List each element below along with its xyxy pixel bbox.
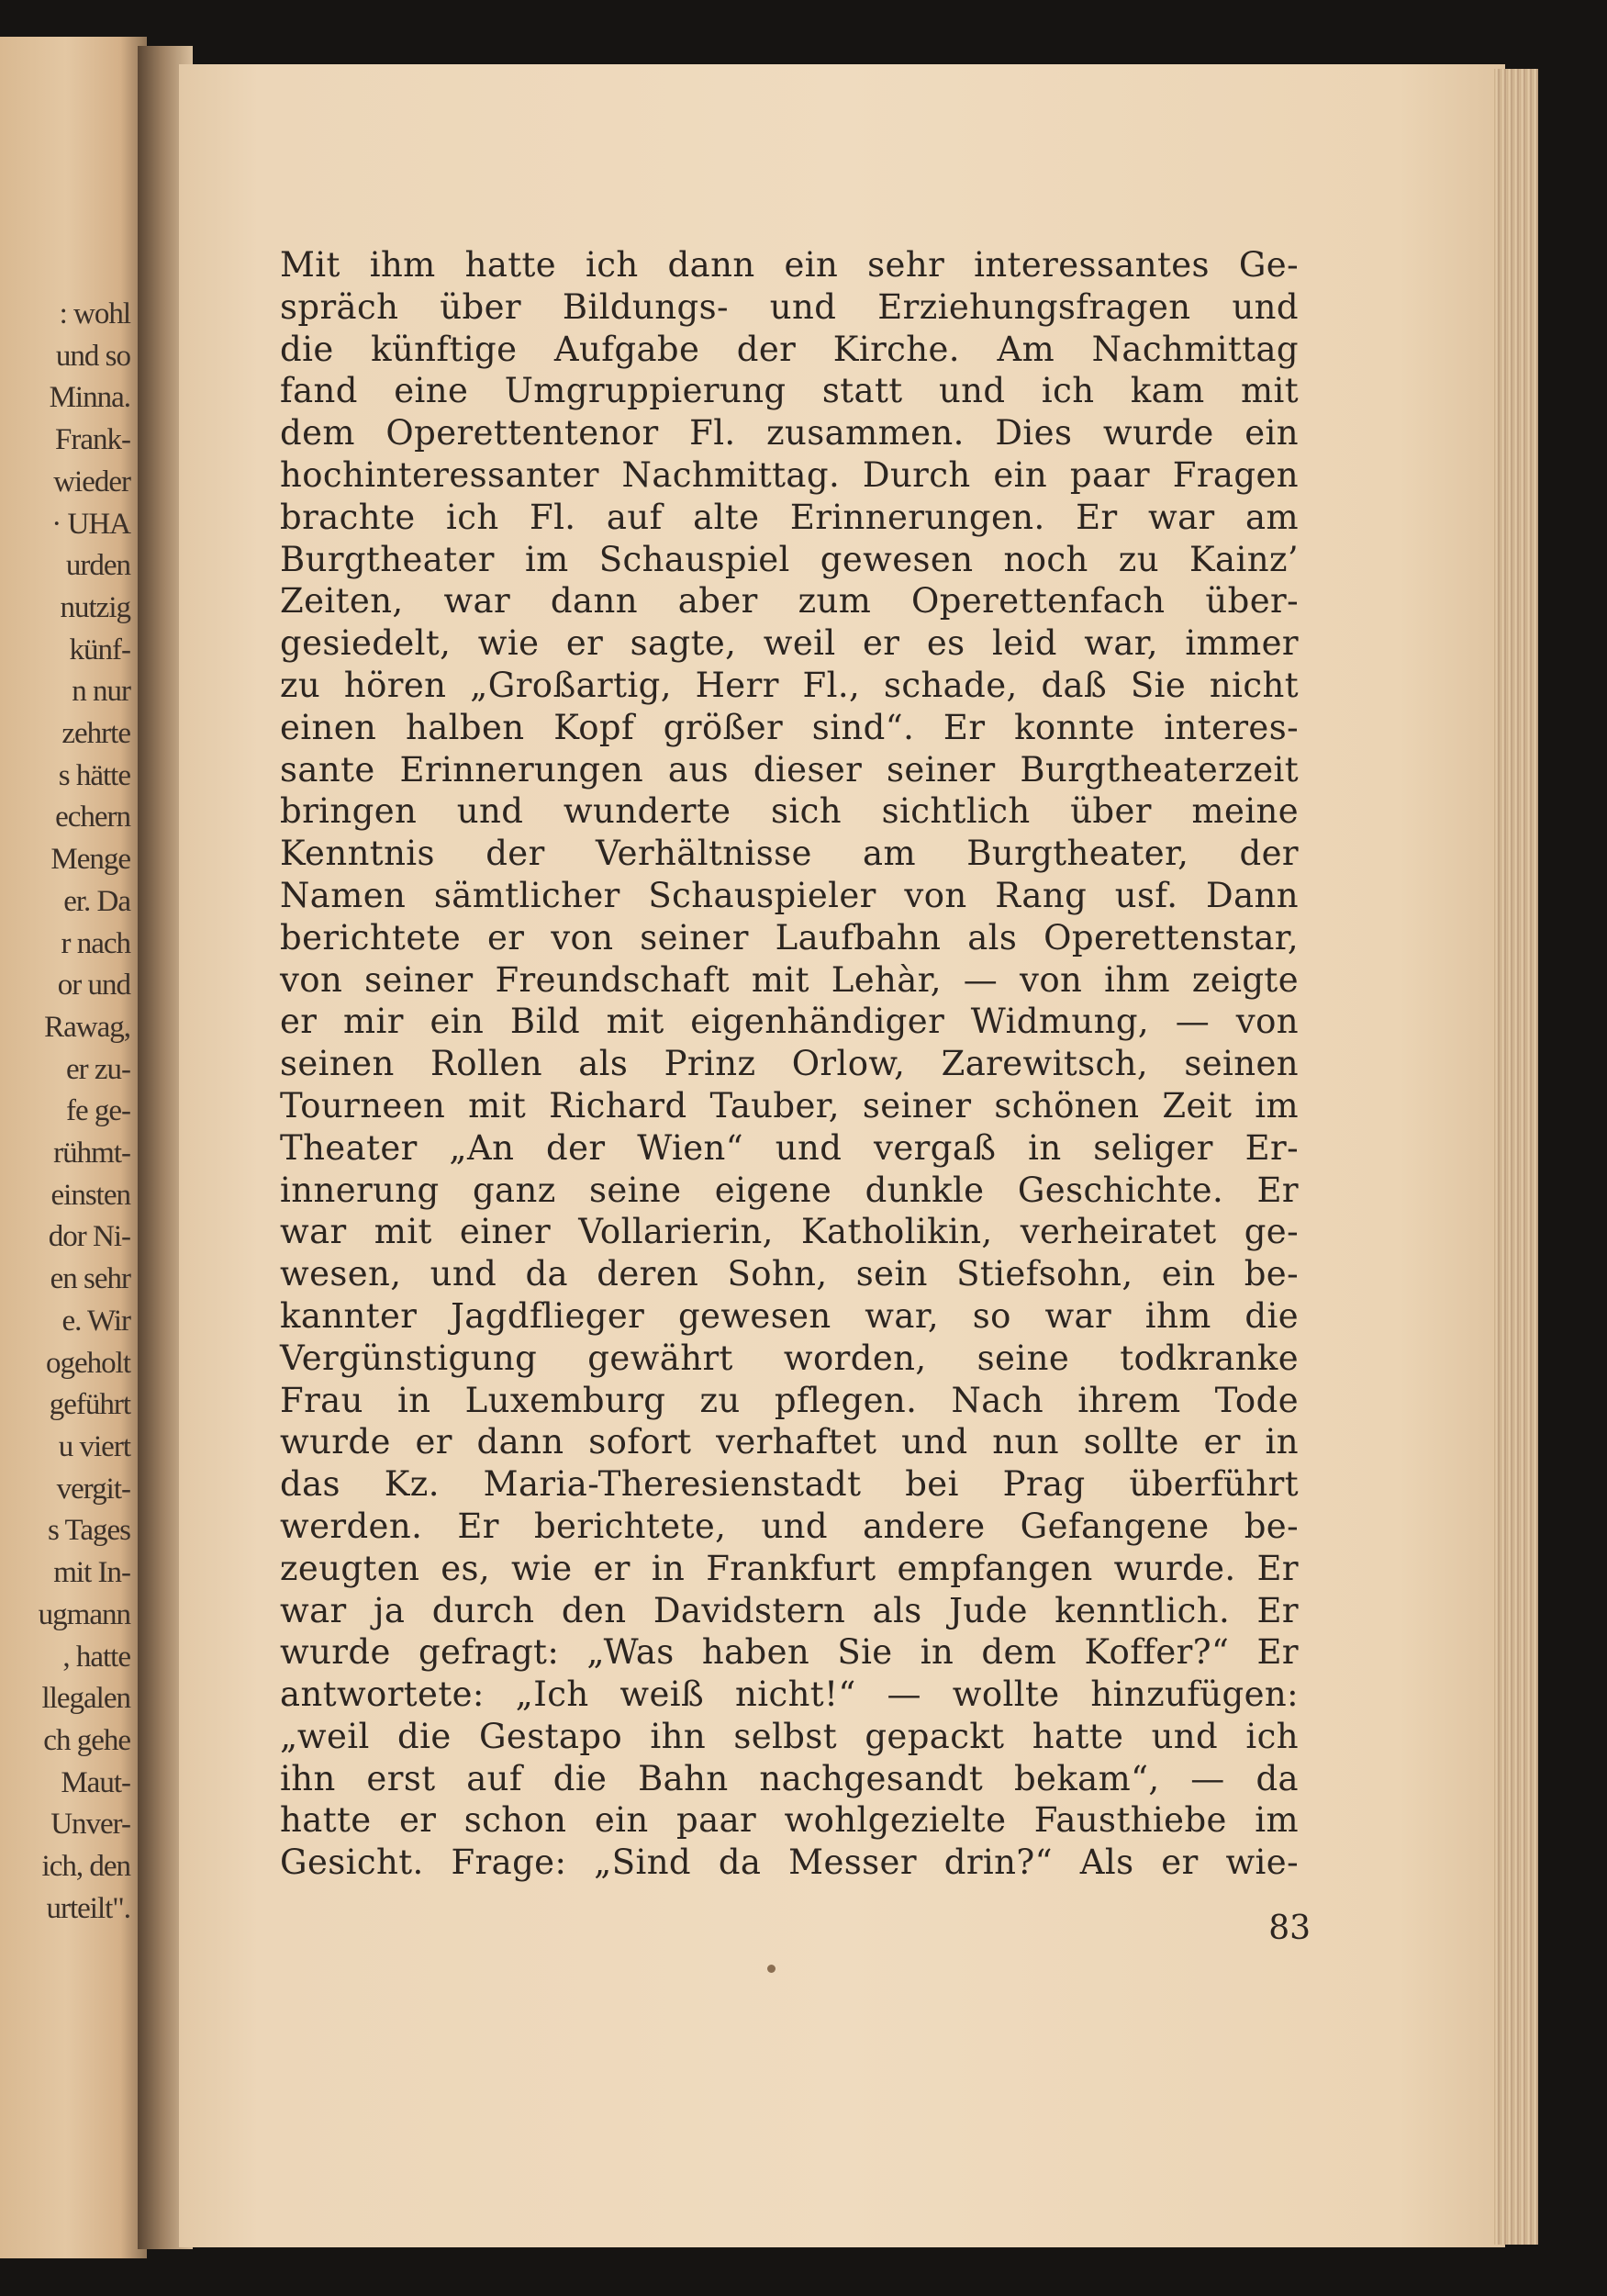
left-text-fragment: fe ge-	[65, 1094, 130, 1128]
text-line: Vergünstigung gewährt worden, seine todkranke	[280, 1338, 1299, 1378]
left-text-fragment: Rawag,	[44, 1010, 130, 1044]
left-text-fragment: vergit-	[56, 1472, 130, 1506]
left-text-fragment: Minna.	[49, 381, 130, 415]
text-line: er mir ein Bild mit eigenhändiger Widmung, — von	[280, 1002, 1299, 1042]
text-line: Frau in Luxemburg zu pflegen. Nach ihrem Tode	[280, 1380, 1299, 1420]
left-text-fragment: mit In-	[53, 1556, 130, 1590]
text-line: Mit ihm hatte ich dann ein sehr interessantes Ge-	[280, 245, 1299, 285]
text-line: fand eine Umgruppierung statt und ich kam mit	[280, 371, 1299, 411]
text-line: zeugten es, wie er in Frankfurt empfangen wurde. Er	[280, 1548, 1299, 1588]
text-line: dem Operettentenor Fl. zusammen. Dies wurde ein	[280, 413, 1299, 454]
left-text-fragment: er. Da	[63, 884, 130, 918]
left-text-fragment: · UHA	[51, 507, 130, 541]
left-text-fragment: u viert	[58, 1429, 130, 1463]
text-line: „weil die Gestapo ihn selbst gepackt hatte und ich	[280, 1716, 1299, 1756]
text-line: von seiner Freundschaft mit Lehàr, — von ihm zeigte	[280, 959, 1299, 1000]
left-text-fragment: ugmann	[38, 1597, 130, 1631]
left-text-fragment: ogeholt	[46, 1346, 130, 1380]
text-line: bringen und wunderte sich sichtlich über meine	[280, 791, 1299, 832]
text-line: innerung ganz seine eigene dunkle Geschichte. Er	[280, 1170, 1299, 1210]
left-text-fragment: dor Ni-	[48, 1220, 130, 1254]
text-line: Gesicht. Frage: „Sind da Messer drin?“ Als er wie-	[280, 1842, 1299, 1883]
left-text-fragment: e. Wir	[61, 1304, 130, 1338]
text-line: antwortete: „Ich weiß nicht!“ — wollte hinzufügen:	[280, 1674, 1299, 1715]
left-text-fragment: Menge	[50, 843, 130, 877]
left-text-fragment: : wohl	[59, 297, 130, 330]
body-text	[280, 244, 1299, 1884]
text-line: wurde gefragt: „Was haben Sie in dem Koffer?“ Er	[280, 1632, 1299, 1673]
text-line: war ja durch den Davidstern als Jude kenntlich. Er	[280, 1590, 1299, 1630]
left-text-fragment: s hätte	[58, 758, 130, 792]
paper-speck	[767, 1965, 776, 1973]
text-line: das Kz. Maria-Theresienstadt bei Prag überführt	[280, 1464, 1299, 1505]
left-text-fragment: en sehr	[50, 1262, 130, 1296]
text-line: zu hören „Großartig, Herr Fl., schade, daß Sie nicht	[280, 665, 1299, 705]
text-line: gesiedelt, wie er sagte, weil er es leid war, immer	[280, 623, 1299, 664]
left-text-fragment: Unver-	[50, 1808, 130, 1842]
left-text-fragment: und so	[55, 339, 130, 373]
left-page	[0, 37, 147, 2258]
left-text-fragment: n nur	[72, 675, 130, 709]
text-line: Burgtheater im Schauspiel gewesen noch zu Kainz’	[280, 539, 1299, 579]
page-edges	[1494, 69, 1538, 2245]
text-line: Theater „An der Wien“ und vergaß in seliger Er-	[280, 1127, 1299, 1168]
left-text-fragment: , hatte	[62, 1640, 130, 1674]
page-number: 83	[1268, 1910, 1311, 1947]
left-text-fragment: ich, den	[41, 1850, 130, 1884]
left-text-fragment: er zu-	[65, 1052, 130, 1086]
left-text-fragment: llegalen	[41, 1682, 130, 1716]
text-line: spräch über Bildungs- und Erziehungsfragen und	[280, 286, 1299, 327]
text-line: ihn erst auf die Bahn nachgesandt bekam“, — da	[280, 1758, 1299, 1798]
left-text-fragment: wieder	[53, 465, 130, 498]
left-text-fragment: zehrte	[61, 717, 130, 751]
left-text-fragment: rühmt-	[53, 1137, 130, 1170]
text-line: hochinteressanter Nachmittag. Durch ein paar Fragen	[280, 454, 1299, 495]
text-line: Namen sämtlicher Schauspieler von Rang usf. Dann	[280, 875, 1299, 915]
left-text-fragment: echern	[55, 801, 130, 834]
text-line: kannter Jagdflieger gewesen war, so war ihm die	[280, 1295, 1299, 1336]
text-line: hatte er schon ein paar wohlgezielte Fausthiebe im	[280, 1800, 1299, 1841]
left-text-fragment: urden	[65, 549, 130, 583]
left-text-fragment: Frank-	[55, 423, 130, 457]
left-text-fragment: urteilt".	[46, 1891, 130, 1925]
left-text-fragment: ch gehe	[43, 1723, 130, 1757]
left-text-fragment: geführt	[49, 1388, 130, 1422]
left-text-fragment: einsten	[50, 1178, 130, 1212]
text-line: war mit einer Vollarierin, Katholikin, verheiratet ge-	[280, 1212, 1299, 1252]
left-text-fragment: künf-	[69, 633, 130, 666]
left-page-text-fragments	[0, 294, 130, 1930]
text-line: wurde er dann sofort verhaftet und nun sollte er in	[280, 1422, 1299, 1462]
text-line: sante Erinnerungen aus dieser seiner Burgtheaterzeit	[280, 749, 1299, 790]
left-text-fragment: r nach	[61, 926, 130, 960]
text-line: brachte ich Fl. auf alte Erinnerungen. Er war am	[280, 497, 1299, 537]
left-text-fragment: s Tages	[48, 1514, 130, 1548]
text-line: seinen Rollen als Prinz Orlow, Zarewitsch, seinen	[280, 1044, 1299, 1084]
text-line: Kenntnis der Verhältnisse am Burgtheater, der	[280, 834, 1299, 874]
text-line: Tourneen mit Richard Tauber, seiner schönen Zeit im	[280, 1085, 1299, 1126]
left-text-fragment: or und	[57, 969, 130, 1002]
text-line: Zeiten, war dann aber zum Operettenfach über-	[280, 581, 1299, 622]
text-line: die künftige Aufgabe der Kirche. Am Nachmittag	[280, 329, 1299, 369]
left-text-fragment: nutzig	[60, 590, 130, 624]
text-line: berichtete er von seiner Laufbahn als Operettenstar,	[280, 917, 1299, 958]
text-line: wesen, und da deren Sohn, sein Stiefsohn, ein be-	[280, 1254, 1299, 1294]
text-line: einen halben Kopf größer sind“. Er konnte interes-	[280, 707, 1299, 747]
text-line: werden. Er berichtete, und andere Gefangene be-	[280, 1506, 1299, 1546]
left-text-fragment: Maut-	[61, 1765, 130, 1799]
